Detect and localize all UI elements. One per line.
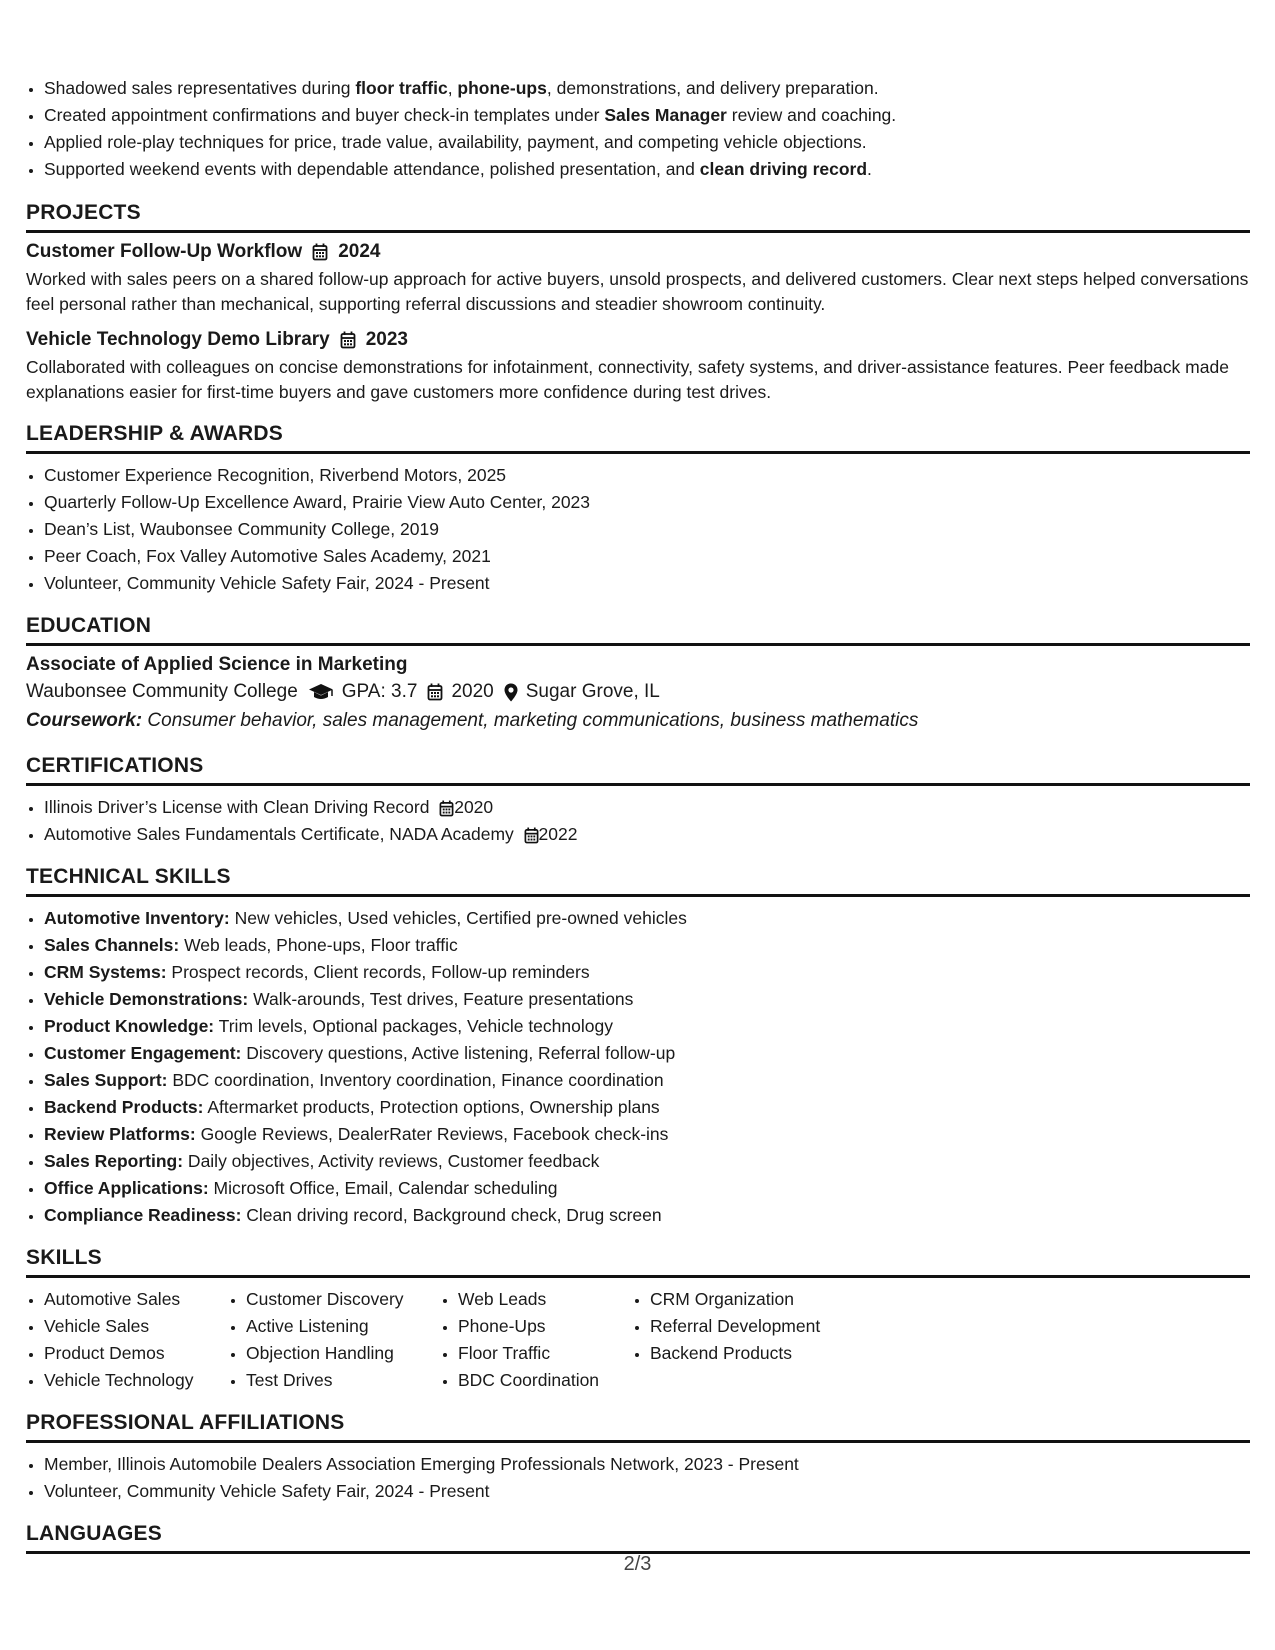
calendar-icon [427,683,443,701]
list-item: • Peer Coach, Fox Valley Automotive Sales Academy, 2021 [44,543,1250,570]
list-item: • Automotive Sales Fundamentals Certificate, NADA Academy 2022 [44,821,1250,848]
list-item: • Objection Handling [246,1340,440,1367]
project-description: Worked with sales peers on a shared follow-up approach for active buyers, unsold prospects, and delivered customers. Clear next steps helped conversations feel personal rather than mechanical, supporting referral discussions and steadier showroom continuity. [26,269,1249,314]
calendar-icon [524,827,539,844]
coursework [26,710,1250,732]
skills-column [228,1286,440,1394]
list-item: • Sales Reporting: Daily objectives, Activity reviews, Customer feedback [44,1148,1250,1175]
section-heading-skills: SKILLS [26,1246,1250,1278]
list-item: • Supported weekend events with dependable attendance, polished presentation, and clean driving record. [44,156,1250,183]
list-item: • Vehicle Sales [44,1313,228,1340]
list-item: • CRM Systems: Prospect records, Client records, Follow-up reminders [44,959,1250,986]
calendar-icon [312,243,328,261]
school-location: Sugar Grove, IL [525,681,660,702]
list-item: • Office Applications: Microsoft Office, Email, Calendar scheduling [44,1175,1250,1202]
project-title: Customer Follow-Up Workflow [26,241,303,262]
section-heading-technical-skills: TECHNICAL SKILLS [26,865,1250,897]
school-name: Waubonsee Community College [26,681,298,702]
affiliations-list [26,1451,1250,1505]
graduation-year: 2020 [451,681,494,702]
list-item: • BDC Coordination [458,1367,632,1394]
education-details [26,681,1250,703]
section-heading-affiliations: PROFESSIONAL AFFILIATIONS [26,1411,1250,1443]
list-item: • Quarterly Follow-Up Excellence Award, Prairie View Auto Center, 2023 [44,489,1250,516]
list-item: • Created appointment confirmations and buyer check-in templates under Sales Manager review and coaching. [44,102,1250,129]
degree-title: Associate of Applied Science in Marketing [26,654,408,675]
list-item: • Customer Engagement: Discovery questions, Active listening, Referral follow-up [44,1040,1250,1067]
list-item: • Vehicle Technology [44,1367,228,1394]
section-heading-education: EDUCATION [26,614,1250,646]
list-item: • Product Knowledge: Trim levels, Optional packages, Vehicle technology [44,1013,1250,1040]
list-item: • Automotive Inventory: New vehicles, Used vehicles, Certified pre-owned vehicles [44,905,1250,932]
project-year: 2023 [365,329,409,350]
list-item: • Member, Illinois Automobile Dealers Association Emerging Professionals Network, 2023 - Present [44,1451,1250,1478]
project-year: 2024 [338,241,381,262]
section-heading-leadership: LEADERSHIP & AWARDS [26,422,1250,454]
list-item: • Customer Discovery [246,1286,440,1313]
certifications-list [26,794,1250,848]
coursework-label: Coursework: [26,710,143,731]
list-item: • CRM Organization [650,1286,870,1313]
location-pin-icon [504,683,518,702]
project-description: Collaborated with colleagues on concise demonstrations for infotainment, connectivity, safety systems, and driver-assistance features. Peer feedback made explanations easier for first-time buyers and gave customers more confidence during test drives. [26,357,1229,402]
list-item: • Test Drives [246,1367,440,1394]
list-item: • Web Leads [458,1286,632,1313]
experience-bullets [26,75,1250,183]
resume-page [26,0,1250,1562]
list-item: • Review Platforms: Google Reviews, DealerRater Reviews, Facebook check-ins [44,1121,1250,1148]
list-item: • Vehicle Demonstrations: Walk-arounds, Test drives, Feature presentations [44,986,1250,1013]
list-item: • Illinois Driver’s License with Clean Driving Record 2020 [44,794,1250,821]
graduation-cap-icon [308,683,334,701]
list-item: • Volunteer, Community Vehicle Safety Fair, 2024 - Present [44,1478,1250,1505]
list-item: • Backend Products [650,1340,870,1367]
page-number: 2/3 [623,1553,652,1575]
section-heading-projects: PROJECTS [26,201,1250,233]
list-item: • Automotive Sales [44,1286,228,1313]
project-item [26,241,1250,316]
list-item: • Volunteer, Community Vehicle Safety Fair, 2024 - Present [44,570,1250,597]
list-item: • Product Demos [44,1340,228,1367]
list-item: • Compliance Readiness: Clean driving record, Background check, Drug screen [44,1202,1250,1229]
leadership-list [26,462,1250,597]
list-item: • Floor Traffic [458,1340,632,1367]
list-item: • Phone-Ups [458,1313,632,1340]
section-heading-languages: LANGUAGES [26,1522,1250,1554]
list-item: • Referral Development [650,1313,870,1340]
list-item: • Dean’s List, Waubonsee Community College, 2019 [44,516,1250,543]
list-item: • Backend Products: Aftermarket products, Protection options, Ownership plans [44,1094,1250,1121]
list-item: • Sales Support: BDC coordination, Inventory coordination, Finance coordination [44,1067,1250,1094]
skills-column [632,1286,870,1394]
list-item: • Applied role-play techniques for price, trade value, availability, payment, and competing vehicle objections. [44,129,1250,156]
calendar-icon [439,800,454,817]
project-title: Vehicle Technology Demo Library [26,329,330,350]
project-item [26,329,1250,404]
list-item: • Active Listening [246,1313,440,1340]
skills-column [26,1286,228,1394]
skills-column [440,1286,632,1394]
list-item: • Shadowed sales representatives during floor traffic, phone-ups, demonstrations, and delivery preparation. [44,75,1250,102]
section-heading-certifications: CERTIFICATIONS [26,754,1250,786]
coursework-text: Consumer behavior, sales management, marketing communications, business mathematics [142,710,919,731]
list-item: • Sales Channels: Web leads, Phone-ups, Floor traffic [44,932,1250,959]
calendar-icon [340,331,356,349]
list-item: • Customer Experience Recognition, Riverbend Motors, 2025 [44,462,1250,489]
gpa: GPA: 3.7 [341,681,418,702]
skills-grid [26,1286,1250,1394]
technical-skills-list [26,905,1250,1229]
